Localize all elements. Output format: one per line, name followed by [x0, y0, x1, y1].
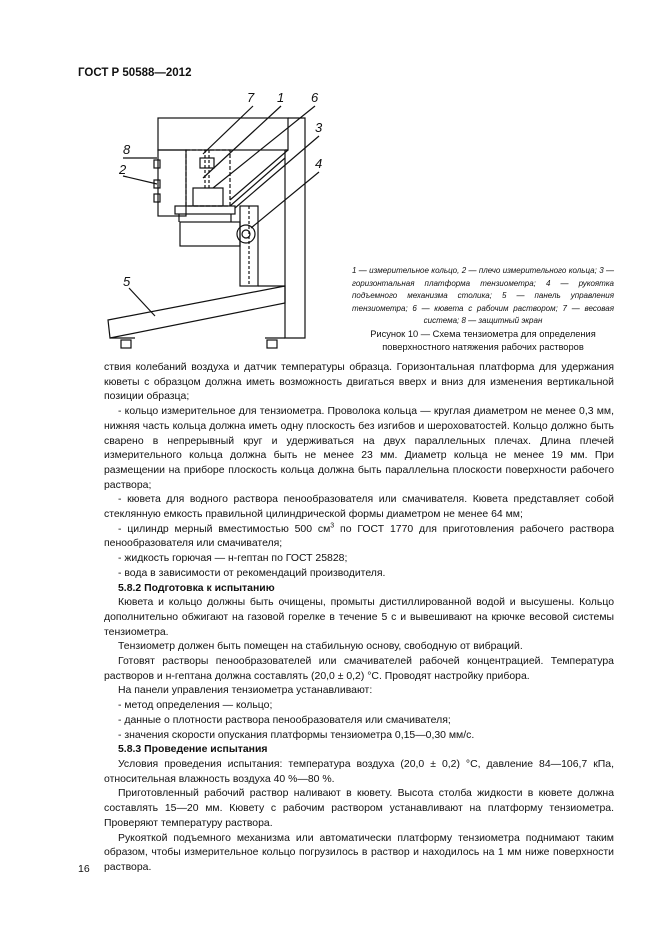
paragraph: Приготовленный рабочий раствор наливают в кювету. Высота столба жидкости в кювете должна составлять 15—20 мм. Кювету с рабочим раствором устанавливают на платформу тензиометра. Проверяют температуру раствора.: [104, 788, 614, 829]
label-6: 6: [311, 90, 319, 105]
paragraph: Тензиометр должен быть помещен на стабильную основу, свободную от вибраций.: [118, 641, 523, 653]
label-3: 3: [315, 120, 323, 135]
list-item: - метод определения — кольцо;: [118, 700, 273, 712]
list-item-text: по ГОСТ 1770 для приготовления рабочего раствора пенообразователя или смачивателя;: [104, 523, 614, 550]
paragraph: Кювета и кольцо должны быть очищены, промыты дистиллированной водой и высушены. Кольцо дополнительно обжигают на газовой горелке в течение 5 с и вывешивают на крючке весовой системы тензиометра.: [104, 597, 614, 638]
list-item: - кольцо измерительное для тензиометра. Проволока кольца — круглая диаметром не менее 0,3 мм, нижняя часть кольца должна иметь одну плоскость без изгибов и шероховатостей. Кольцо должно быть сварено в непрерывный круг и удерживаться на двух параллельных плечах. Длина плечей измерительного кольца должна быть не менее 23 мм. Диаметр кольца не менее 19 мм. При размещении на приборе плоскость кольца должна быть параллельна плоскости поверхности рабочего раствора;: [104, 406, 614, 491]
figure-caption: Рисунок 10 — Схема тензиометра для определения поверхностного натяжения рабочих растворов: [370, 329, 596, 352]
list-item: - жидкость горючая — н-гептан по ГОСТ 25828;: [118, 553, 348, 565]
paragraph: ствия колебаний воздуха и датчик температуры образца. Горизонтальная платформа для удержания кюветы с образцом должна иметь возможность двигаться вверх и вниз для изменения вертикальной позиции образца;: [104, 362, 614, 403]
document-header: ГОСТ Р 50588—2012: [78, 67, 192, 79]
list-item: - значения скорости опускания платформы тензиометра 0,15—0,30 мм/с.: [118, 729, 475, 741]
page-number: 16: [78, 863, 90, 875]
section-heading: 5.8.3 Проведение испытания: [118, 744, 268, 756]
list-item: [104, 523, 614, 552]
cuvette: [193, 188, 223, 206]
list-item: - данные о плотности раствора пенообразователя или смачивателя;: [118, 714, 451, 726]
paragraph: Готовят растворы пенообразователей или смачивателей рабочей концентрацией. Температура растворов и н-гептана должна составлять (20,0 ± 0,2) °С. Проводят настройку прибора.: [104, 656, 614, 682]
paragraph: На панели управления тензиометра устанавливают:: [118, 685, 373, 697]
section-heading: 5.8.2 Подготовка к испытанию: [118, 582, 275, 594]
list-item-text: - цилиндр мерный вместимостью 500 см: [118, 523, 331, 535]
paragraph: Условия проведения испытания: температура воздуха (20,0 ± 0,2) °С, давление 84—106,7 кПа, относительная влажность воздуха 40 %—80 %.: [104, 758, 614, 785]
figure-legend: 1 — измерительное кольцо, 2 — плечо измерительного кольца; 3 — горизонтальная платформа тензиометра; 4 — рукоятка подъемного механизма столика; 5 — панель управления тензиометра; 6 — кювета с рабочим раствором; 7 — весовая система; 8 — защитный экран: [352, 266, 614, 326]
tensiometer-diagram: [95, 88, 335, 360]
paragraph: Рукояткой подъемного механизма или автоматически платформу тензиометра поднимают таким образом, чтобы измерительное кольцо погрузилось в раствор и находилось на 1 мм ниже поверхности раствора.: [104, 832, 614, 873]
label-2: 2: [119, 162, 127, 177]
label-7: 7: [247, 90, 255, 105]
label-8: 8: [123, 142, 131, 157]
label-5: 5: [123, 274, 131, 289]
superscript: 3: [330, 522, 335, 530]
platform: [175, 206, 235, 214]
label-1: 1: [277, 90, 285, 105]
list-item: - вода в зависимости от рекомендаций производителя.: [118, 567, 386, 579]
label-4: 4: [315, 156, 323, 171]
list-item: - кювета для водного раствора пенообразователя или смачивателя. Кювета представляет собой стеклянную емкость правильной цилиндрической формы диаметром не менее 64 мм;: [104, 494, 614, 521]
body-text: [104, 361, 614, 876]
